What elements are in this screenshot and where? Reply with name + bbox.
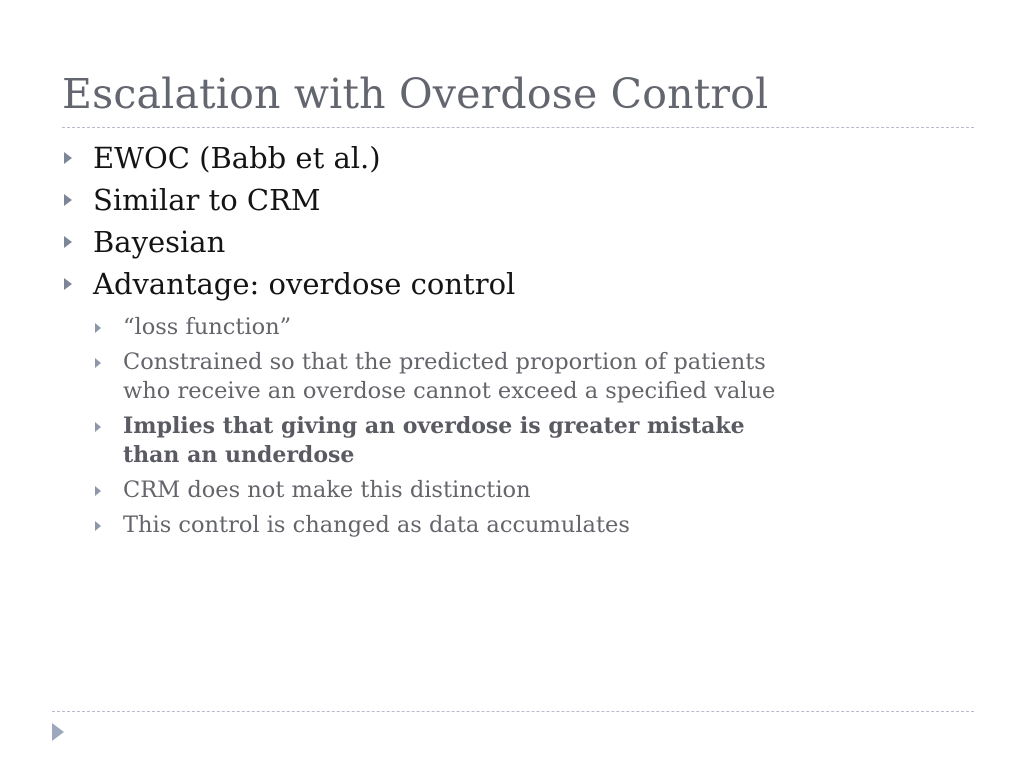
footer-divider: [52, 711, 974, 712]
triangle-bullet-icon: [95, 521, 101, 531]
sub-bullet-text-line1: Constrained so that the predicted proportion of patients: [123, 349, 766, 375]
bullet-item: [62, 263, 962, 305]
bullet-text: Advantage: overdose control: [93, 267, 516, 301]
slide-title: Escalation with Overdose Control: [62, 70, 769, 118]
sub-bullet-item: [62, 511, 962, 540]
triangle-bullet-icon: [95, 422, 101, 432]
bullet-item: [62, 221, 962, 263]
sub-bullet-text-line2: who receive an overdose cannot exceed a specified value: [123, 378, 776, 404]
triangle-bullet-icon: [64, 236, 72, 248]
sub-bullet-item: [62, 476, 962, 505]
triangle-bullet-icon: [95, 358, 101, 368]
triangle-bullet-icon: [64, 194, 72, 206]
sub-bullet-text: “loss function”: [123, 314, 292, 340]
triangle-bullet-icon: [95, 486, 101, 496]
bullet-item: [62, 179, 962, 221]
next-slide-arrow-icon[interactable]: [52, 723, 64, 741]
bullet-text: EWOC (Babb et al.): [93, 141, 381, 175]
triangle-bullet-icon: [64, 278, 72, 290]
bullet-list: [62, 137, 962, 540]
title-divider: [62, 127, 974, 128]
bullet-text: Similar to CRM: [93, 183, 321, 217]
sub-bullet-text-line1: Implies that giving an overdose is greater mistake: [123, 413, 745, 439]
sub-bullet-item: [62, 348, 962, 406]
bullet-item: [62, 137, 962, 179]
sub-bullet-item: [62, 313, 962, 342]
bullet-text: Bayesian: [93, 225, 226, 259]
sub-bullet-item-emphasis: [62, 412, 962, 470]
sub-bullet-text-line2: than an underdose: [123, 442, 355, 468]
sub-bullet-text: CRM does not make this distinction: [123, 477, 531, 503]
sub-bullet-text: This control is changed as data accumulates: [123, 512, 630, 538]
triangle-bullet-icon: [64, 152, 72, 164]
triangle-bullet-icon: [95, 323, 101, 333]
